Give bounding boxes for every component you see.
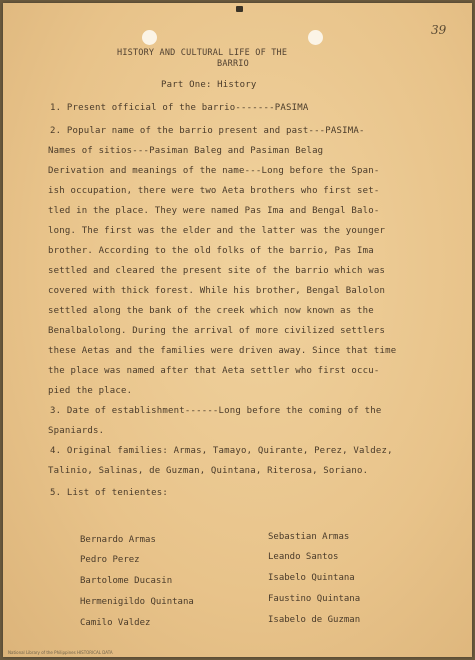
teniente-name-left: Pedro Perez <box>80 555 140 565</box>
body-line: these Aetas and the families were driven away. Since that time <box>48 346 397 356</box>
body-line: 5. List of tenientes: <box>50 488 168 498</box>
body-line: 1. Present official of the barrio-------PASIMA <box>50 103 309 113</box>
paper-clip <box>236 6 243 12</box>
part-heading: Part One: History <box>161 80 257 90</box>
body-line: Talinio, Salinas, de Guzman, Quintana, Riterosa, Soriano. <box>48 466 369 476</box>
body-line: tled in the place. They were named Pas Ima and Bengal Balo- <box>48 206 380 216</box>
body-line: long. The first was the elder and the latter was the younger <box>48 226 386 236</box>
body-line: the place was named after that Aeta settler who first occu- <box>48 366 380 376</box>
teniente-name-right: Faustino Quintana <box>268 594 361 604</box>
body-line: ish occupation, there were two Aeta brothers who first set- <box>48 186 380 196</box>
body-line: covered with thick forest. While his brother, Bengal Balolon <box>48 286 386 296</box>
title-line-1: HISTORY AND CULTURAL LIFE OF THE <box>117 48 288 58</box>
teniente-name-left: Camilo Valdez <box>80 618 151 628</box>
title-line-2: BARRIO <box>217 59 249 69</box>
body-line: 4. Original families: Armas, Tamayo, Quirante, Perez, Valdez, <box>50 446 393 456</box>
teniente-name-right: Leando Santos <box>268 552 339 562</box>
body-line: brother. According to the old folks of the barrio, Pas Ima <box>48 246 374 256</box>
punch-hole-left <box>142 30 157 45</box>
body-line: settled and cleared the present site of the barrio which was <box>48 266 386 276</box>
body-line: Names of sitios---Pasiman Baleg and Pasiman Belag <box>48 146 324 156</box>
teniente-name-left: Bernardo Armas <box>80 535 156 545</box>
body-line: settled along the bank of the creek which now known as the <box>48 306 374 316</box>
body-line: 3. Date of establishment------Long before the coming of the <box>50 406 382 416</box>
teniente-name-left: Bartolome Ducasin <box>80 576 173 586</box>
teniente-name-right: Isabelo de Guzman <box>268 615 361 625</box>
page-number: 39 <box>431 23 447 37</box>
teniente-name-right: Sebastian Armas <box>268 532 350 542</box>
body-line: pied the place. <box>48 386 133 396</box>
footer-text: National Library of the Philippines HISTORICAL DATA <box>8 650 113 655</box>
teniente-name-right: Isabelo Quintana <box>268 573 355 583</box>
body-line: Benalbalolong. During the arrival of more civilized settlers <box>48 326 386 336</box>
body-line: 2. Popular name of the barrio present and past---PASIMA- <box>50 126 365 136</box>
body-line: Spaniards. <box>48 426 105 436</box>
teniente-name-left: Hermenigildo Quintana <box>80 597 194 607</box>
punch-hole-right <box>308 30 323 45</box>
document-page <box>3 3 472 657</box>
body-line: Derivation and meanings of the name---Long before the Span- <box>48 166 380 176</box>
